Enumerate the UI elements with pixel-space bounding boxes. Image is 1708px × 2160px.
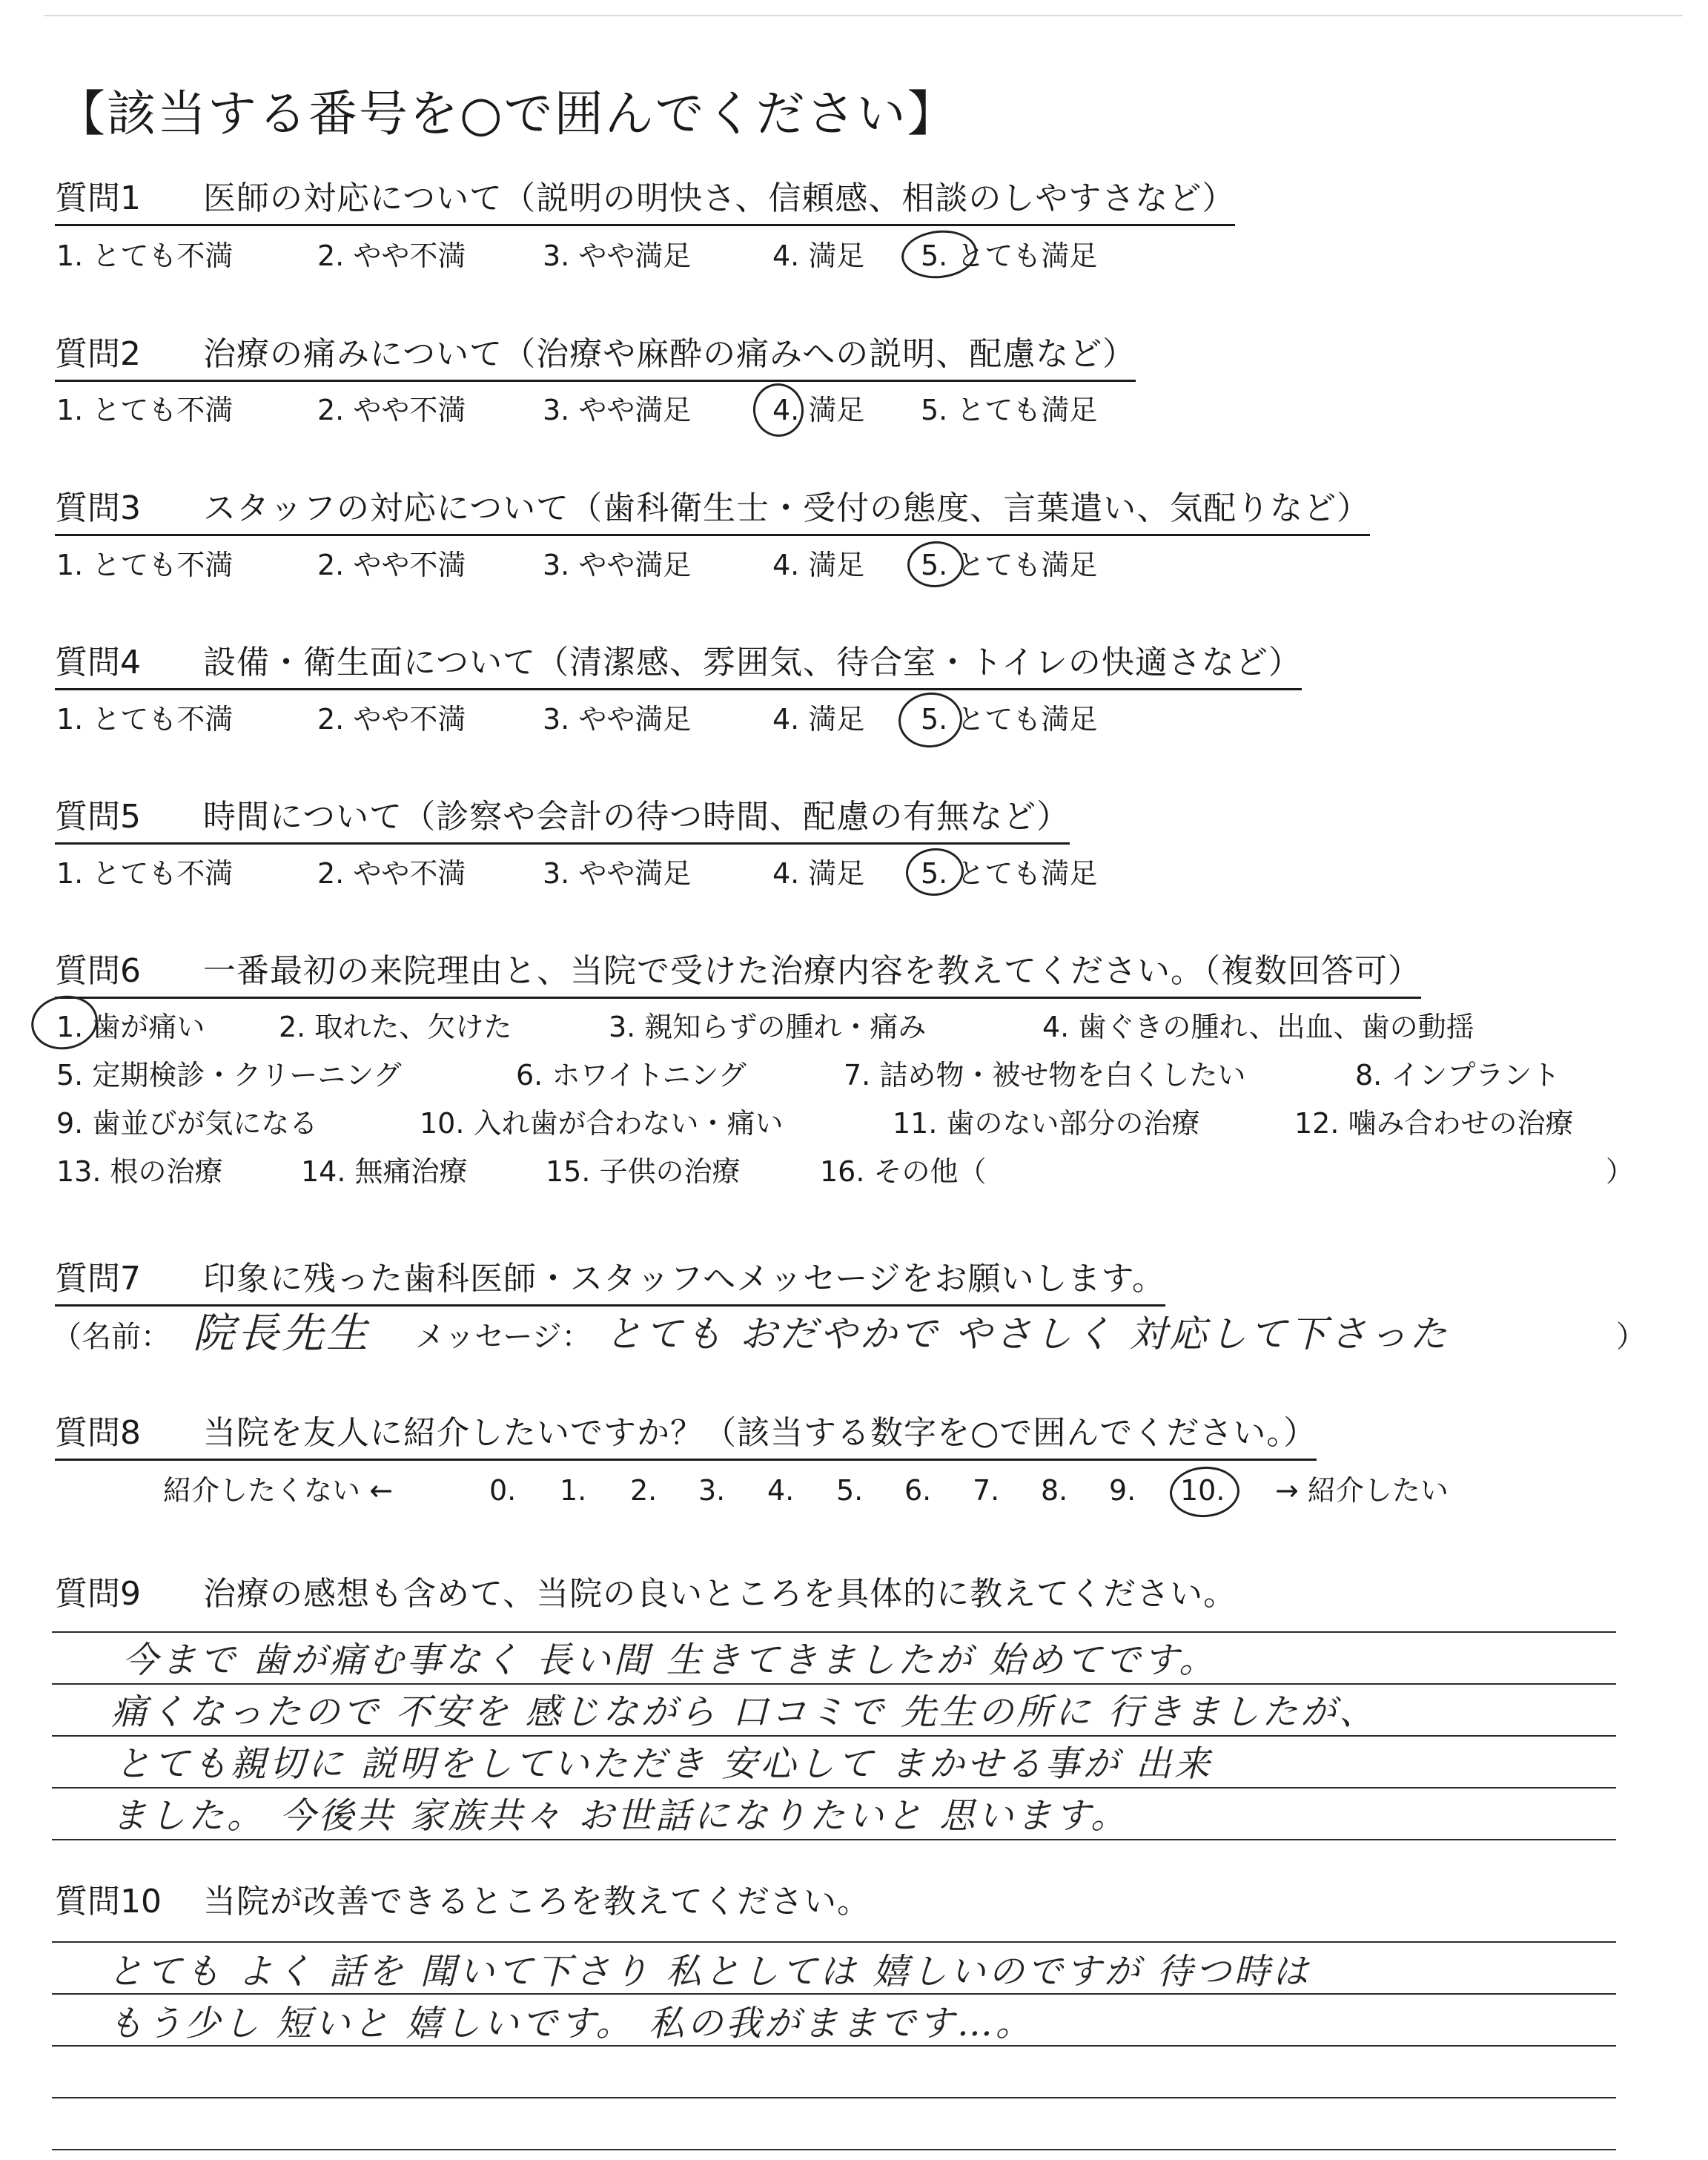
name-label: （名前： bbox=[52, 1320, 171, 1354]
option-1[interactable]: 1. とても不満 bbox=[56, 857, 234, 890]
question-5 bbox=[55, 795, 1070, 845]
option-4[interactable]: 4. 満足 bbox=[772, 703, 865, 736]
recommend-scale bbox=[163, 1468, 1572, 1513]
q6-option-1[interactable]: 1. 歯が痛い bbox=[56, 1011, 205, 1043]
q6-option-7[interactable]: 7. 詰め物・被せ物を白くしたい bbox=[844, 1059, 1246, 1091]
question-3 bbox=[55, 486, 1370, 536]
scale-9[interactable]: 9. bbox=[1109, 1474, 1136, 1507]
top-border bbox=[44, 15, 1683, 16]
q6-option-15[interactable]: 15. 子供の治療 bbox=[546, 1155, 741, 1188]
question-1 bbox=[55, 176, 1235, 226]
message-handwritten[interactable]: とても おだやかで やさしく 対応して下さった bbox=[605, 1312, 1450, 1355]
q6-other-close: ） bbox=[1606, 1155, 1635, 1188]
question-label: 質問4 bbox=[55, 644, 141, 681]
question-10 bbox=[55, 1880, 870, 1927]
option-5[interactable]: 5. とても満足 bbox=[921, 394, 1098, 426]
q6-option-16[interactable]: 16. その他（ bbox=[820, 1155, 987, 1188]
option-4[interactable]: 4. 満足 bbox=[772, 240, 865, 272]
option-1[interactable]: 1. とても不満 bbox=[56, 394, 234, 426]
message-close: ） bbox=[1616, 1320, 1646, 1354]
q6-option-2[interactable]: 2. 取れた、欠けた bbox=[279, 1011, 512, 1043]
question-label: 質問7 bbox=[55, 1260, 141, 1298]
q6-option-5[interactable]: 5. 定期検診・クリーニング bbox=[56, 1059, 402, 1091]
option-3[interactable]: 3. やや満足 bbox=[543, 857, 692, 890]
q10-answer-line-2[interactable]: もう少し 短いと 嬉しいです。 私の我がままです…。 bbox=[107, 2003, 1034, 2044]
option-2[interactable]: 2. やや不満 bbox=[317, 240, 466, 272]
option-2[interactable]: 2. やや不満 bbox=[317, 857, 466, 890]
option-5[interactable]: 5. とても満足 bbox=[921, 857, 1098, 890]
option-4[interactable]: 4. 満足 bbox=[772, 549, 865, 581]
question-label: 質問8 bbox=[55, 1414, 141, 1452]
question-label: 質問10 bbox=[55, 1883, 162, 1920]
option-2[interactable]: 2. やや不満 bbox=[317, 394, 466, 426]
question-2 bbox=[55, 332, 1136, 382]
q9-answer-line-1[interactable]: 今まで 歯が痛む事なく 長い間 生きてきましたが 始めてです。 bbox=[122, 1639, 1218, 1681]
question-text: 治療の感想も含めて、当院の良いところを具体的に教えてください。 bbox=[203, 1575, 1237, 1613]
scale-8[interactable]: 8. bbox=[1041, 1474, 1068, 1507]
q6-option-10[interactable]: 10. 入れ歯が合わない・痛い bbox=[420, 1107, 784, 1140]
scale-6[interactable]: 6. bbox=[904, 1474, 932, 1507]
q7-message-row bbox=[52, 1309, 1646, 1363]
option-5[interactable]: 5. とても満足 bbox=[921, 703, 1098, 736]
question-text: 設備・衛生面について（清潔感、雰囲気、待合室・トイレの快適さなど） bbox=[203, 644, 1302, 681]
option-5[interactable]: 5. とても満足 bbox=[921, 240, 1098, 272]
scale-7[interactable]: 7. bbox=[973, 1474, 1000, 1507]
question-text: 当院が改善できるところを教えてください。 bbox=[203, 1883, 870, 1920]
question-text: 治療の痛みについて（治療や麻酔の痛みへの説明、配慮など） bbox=[203, 335, 1136, 373]
q6-option-12[interactable]: 12. 噛み合わせの治療 bbox=[1294, 1107, 1574, 1140]
q6-option-8[interactable]: 8. インプラント bbox=[1355, 1059, 1560, 1091]
scale-left-label: 紹介したくない ← bbox=[163, 1474, 393, 1507]
question-9 bbox=[55, 1572, 1237, 1619]
option-3[interactable]: 3. やや満足 bbox=[543, 394, 692, 426]
scale-2[interactable]: 2. bbox=[630, 1474, 658, 1507]
q6-option-9[interactable]: 9. 歯並びが気になる bbox=[56, 1107, 318, 1140]
option-1[interactable]: 1. とても不満 bbox=[56, 703, 234, 736]
option-1[interactable]: 1. とても不満 bbox=[56, 240, 234, 272]
option-5[interactable]: 5. とても満足 bbox=[921, 549, 1098, 581]
option-3[interactable]: 3. やや満足 bbox=[543, 703, 692, 736]
q6-option-11[interactable]: 11. 歯のない部分の治療 bbox=[893, 1107, 1200, 1140]
page-title: 【該当する番号を○で囲んでください】 bbox=[56, 85, 958, 142]
question-7 bbox=[55, 1257, 1165, 1307]
question-4 bbox=[55, 641, 1302, 690]
scale-3[interactable]: 3. bbox=[698, 1474, 726, 1507]
q6-option-13[interactable]: 13. 根の治療 bbox=[56, 1155, 223, 1188]
q9-answer-line-4[interactable]: ました。 今後共 家族共々 お世話になりたいと 思います。 bbox=[111, 1795, 1130, 1837]
q10-answer-line-1[interactable]: とても よく 話を 聞いて下さり 私としては 嬉しいのですが 待つ時は bbox=[107, 1951, 1311, 1992]
scale-10[interactable]: 10. bbox=[1180, 1474, 1225, 1507]
scale-right-label: → 紹介したい bbox=[1275, 1474, 1449, 1507]
option-3[interactable]: 3. やや満足 bbox=[543, 549, 692, 581]
scale-4[interactable]: 4. bbox=[767, 1474, 795, 1507]
option-2[interactable]: 2. やや不満 bbox=[317, 549, 466, 581]
question-text: 一番最初の来院理由と、当院で受けた治療内容を教えてください。（複数回答可） bbox=[203, 952, 1421, 990]
scale-5[interactable]: 5. bbox=[836, 1474, 864, 1507]
answer-line bbox=[52, 1839, 1616, 1840]
question-label: 質問1 bbox=[55, 179, 141, 217]
scale-0[interactable]: 0. bbox=[489, 1474, 517, 1507]
name-handwritten[interactable]: 院長先生 bbox=[193, 1309, 371, 1358]
q9-answer-line-2[interactable]: 痛くなったので 不安を 感じながら 口コミで 先生の所に 行きましたが、 bbox=[111, 1691, 1378, 1733]
q6-option-3[interactable]: 3. 親知らずの腫れ・痛み bbox=[609, 1011, 927, 1043]
message-label: メッセージ： bbox=[415, 1320, 592, 1354]
question-8 bbox=[55, 1411, 1317, 1461]
question-6 bbox=[55, 949, 1421, 999]
option-4[interactable]: 4. 満足 bbox=[772, 857, 865, 890]
question-text: 当院を友人に紹介したいですか？（該当する数字を○で囲んでください。） bbox=[203, 1414, 1317, 1452]
q9-answer-line-3[interactable]: とても親切に 説明をしていただき 安心して まかせる事が 出来 bbox=[115, 1743, 1214, 1785]
question-label: 質問6 bbox=[55, 952, 141, 990]
question-text: 印象に残った歯科医師・スタッフへメッセージをお願いします。 bbox=[203, 1260, 1165, 1298]
question-text: 時間について（診察や会計の待つ時間、配慮の有無など） bbox=[203, 798, 1070, 836]
option-3[interactable]: 3. やや満足 bbox=[543, 240, 692, 272]
q6-option-4[interactable]: 4. 歯ぐきの腫れ、出血、歯の動揺 bbox=[1042, 1011, 1474, 1043]
option-4[interactable]: 4. 満足 bbox=[772, 394, 865, 426]
option-2[interactable]: 2. やや不満 bbox=[317, 703, 466, 736]
scale-1[interactable]: 1. bbox=[560, 1474, 587, 1507]
question-text: 医師の対応について（説明の明快さ、信頼感、相談のしやすさなど） bbox=[203, 179, 1236, 217]
question-label: 質問2 bbox=[55, 335, 141, 373]
answer-line bbox=[52, 2149, 1616, 2150]
question-label: 質問3 bbox=[55, 489, 141, 527]
question-label: 質問9 bbox=[55, 1575, 141, 1613]
answer-line bbox=[52, 2097, 1616, 2098]
option-1[interactable]: 1. とても不満 bbox=[56, 549, 234, 581]
question-label: 質問5 bbox=[55, 798, 141, 836]
q6-option-6[interactable]: 6. ホワイトニング bbox=[516, 1059, 747, 1091]
question-text: スタッフの対応について（歯科衛生士・受付の態度、言葉遣い、気配りなど） bbox=[203, 489, 1371, 527]
q6-option-14[interactable]: 14. 無痛治療 bbox=[301, 1155, 468, 1188]
